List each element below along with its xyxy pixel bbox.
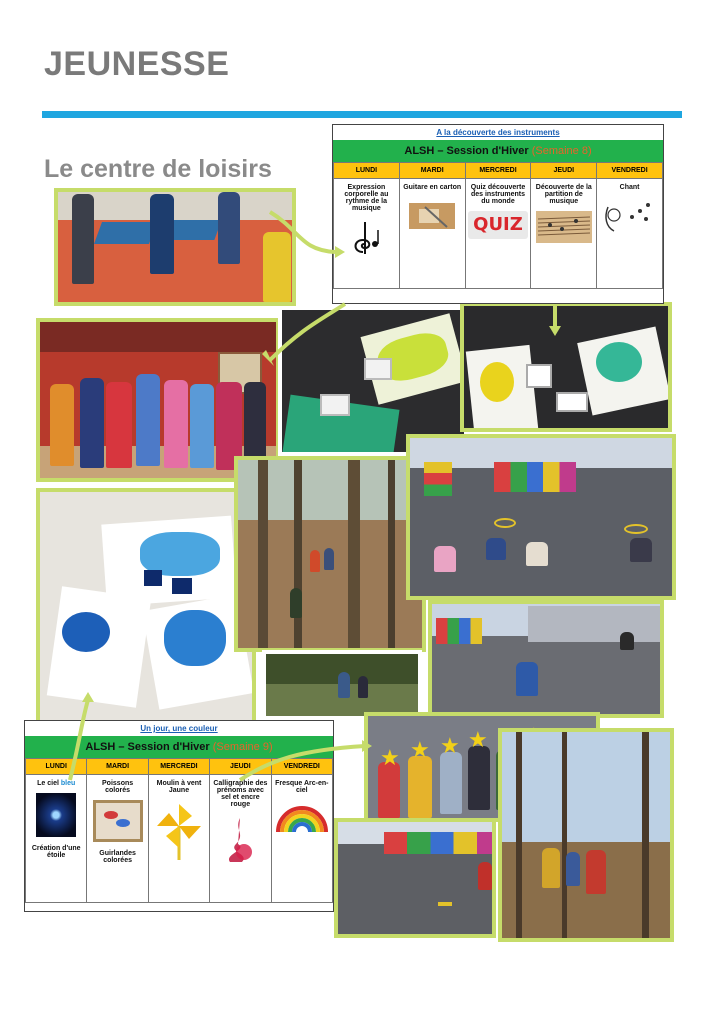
schedule-table [25, 758, 333, 903]
rainbow-icon [274, 800, 330, 834]
photo-forest-walk [234, 456, 426, 652]
activity-text: Expression corporelle au rythme de la musique [344, 184, 389, 212]
photo-painting-blue [36, 488, 256, 724]
page-title: JEUNESSE [44, 45, 230, 83]
quiz-label: QUIZ [473, 214, 523, 235]
title-rule [42, 111, 682, 118]
sheet-music-icon [536, 211, 592, 243]
activity-cell [26, 775, 87, 903]
activity-text: Moulin à vent Jaune [156, 780, 202, 794]
activity-text: Chant [619, 184, 640, 191]
day-header: JEUDI [210, 759, 271, 775]
pinwheel-icon [154, 800, 204, 860]
activity-cell [210, 775, 271, 903]
photo-dancing-room [54, 188, 296, 306]
schedule-week-9 [24, 720, 334, 912]
activity-text: Découverte de la partition de musique [535, 184, 592, 205]
schedule-table [333, 162, 663, 289]
day-header: VENDREDI [597, 163, 663, 179]
photo-playground-chalk [406, 434, 676, 600]
photo-yellow-stars: ★ ★ ★ ★ [364, 712, 600, 822]
day-header: MERCREDI [148, 759, 209, 775]
photo-winter-walk [262, 650, 422, 720]
day-header: LUNDI [334, 163, 400, 179]
schedule-session: ALSH – Session d'Hiver [85, 741, 210, 753]
schedule-week-8 [332, 124, 664, 304]
photo-playground-trikes [428, 600, 664, 718]
schedule-semaine: (Semaine 9) [212, 741, 273, 753]
day-header: VENDREDI [271, 759, 332, 775]
activity-cell [597, 179, 663, 289]
red-ink-icon [220, 814, 260, 864]
schedule-session-band [333, 140, 663, 162]
activity-secondary: Guirlandes colorées [99, 850, 136, 864]
day-header: MARDI [399, 163, 465, 179]
activity-text [28, 780, 84, 787]
photo-painting-table [460, 302, 672, 432]
activity-text: Guitare en carton [403, 184, 462, 191]
star-sky-icon [36, 793, 76, 837]
day-header: MARDI [87, 759, 148, 775]
activity-cell [271, 775, 332, 903]
activity-text: Calligraphie des prénoms avec sel et encre rouge [213, 780, 268, 808]
activity-secondary: Création d'une étoile [31, 845, 81, 859]
quiz-icon [468, 211, 528, 239]
activity-text: Quiz découverte des instruments du monde [470, 184, 526, 205]
schedule-semaine: (Semaine 8) [531, 145, 592, 157]
activity-cell [148, 775, 209, 903]
schedule-session-band [25, 736, 333, 758]
activity-cell [465, 179, 531, 289]
day-header: MERCREDI [465, 163, 531, 179]
cardboard-guitar-icon [407, 197, 457, 233]
activity-cell [531, 179, 597, 289]
schedule-theme: Un jour, une couleur [140, 724, 218, 733]
day-header: JEUDI [531, 163, 597, 179]
day-header: LUNDI [26, 759, 87, 775]
photo-forest-kids [498, 728, 674, 942]
activity-cell [334, 179, 400, 289]
music-notes-icon [351, 218, 381, 256]
activity-cell [399, 179, 465, 289]
color-word: bleu [60, 780, 76, 787]
schedule-session: ALSH – Session d'Hiver [404, 145, 529, 157]
activity-cell [87, 775, 148, 903]
photo-playground-walk [334, 818, 496, 938]
activity-main: Le ciel [37, 780, 59, 787]
activity-text: Fresque Arc-en-ciel [275, 780, 329, 794]
schedule-theme: A la découverte des instruments [436, 128, 560, 137]
page-subtitle: Le centre de loisirs [44, 155, 272, 183]
fish-garland-icon [93, 800, 143, 842]
singing-notes-icon [602, 197, 658, 237]
activity-text: Poissons colorés [102, 780, 134, 794]
